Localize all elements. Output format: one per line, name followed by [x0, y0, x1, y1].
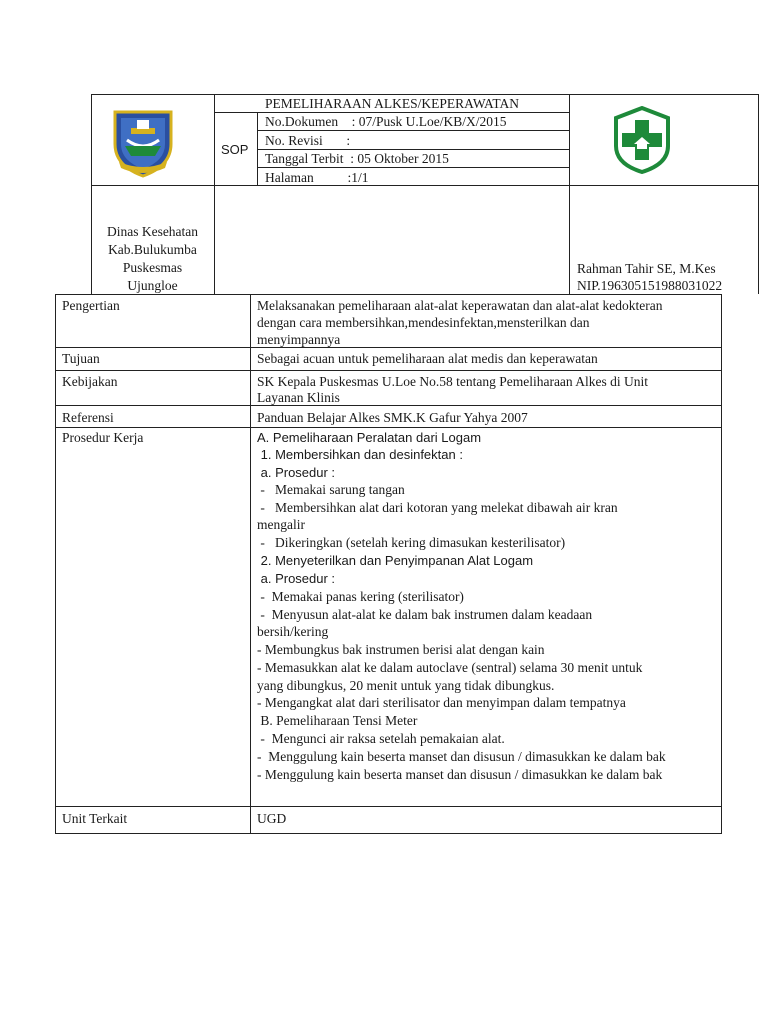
prosedur-line: - Menyusun alat-alat ke dalam bak instrumen dalam keadaan — [257, 607, 593, 622]
prosedur-line: - Mengangkat alat dari sterilisator dan menyimpan dalam tempatnya — [257, 695, 626, 710]
sop-label: SOP — [221, 142, 249, 157]
prosedur-line: - Membungkus bak instrumen berisi alat dengan kain — [257, 642, 545, 657]
prosedur-line: mengalir — [257, 517, 305, 532]
unit-terkait-value: UGD — [257, 811, 287, 826]
org-line-4: Ujungloe — [127, 278, 178, 293]
org-line-3: Puskesmas — [122, 260, 183, 275]
prosedur-line: - Menggulung kain beserta manset dan disusun / dimasukkan ke dalam bak — [257, 749, 666, 764]
pengertian-line: dengan cara membersihkan,mendesinfektan,mensterilkan dan — [257, 315, 590, 330]
prosedur-line: 1. Membersihkan dan desinfektan : — [257, 447, 463, 462]
prosedur-line: a. Prosedur : — [257, 465, 336, 480]
doc-page: Halaman :1/1 — [265, 170, 369, 185]
puskesmas-cross-icon — [612, 106, 672, 174]
prosedur-line: yang dibungkus, 20 menit untuk yang tidak dibungkus. — [257, 678, 555, 693]
label-referensi: Referensi — [62, 410, 114, 425]
label-kebijakan: Kebijakan — [62, 374, 118, 389]
prosedur-line: a. Prosedur : — [257, 571, 336, 586]
doc-number: No.Dokumen : 07/Pusk U.Loe/KB/X/2015 — [265, 114, 507, 129]
prosedur-line: - Menggulung kain beserta manset dan disusun / dimasukkan ke dalam bak — [257, 767, 663, 782]
tujuan-line: Sebagai acuan untuk pemeliharaan alat medis dan keperawatan — [257, 351, 598, 366]
prosedur-line: - Memasukkan alat ke dalam autoclave (sentral) selama 30 menit untuk — [257, 660, 643, 675]
doc-revision: No. Revisi : — [265, 133, 351, 148]
prosedur-line: - Memakai panas kering (sterilisator) — [257, 589, 464, 604]
prosedur-line: bersih/kering — [257, 624, 329, 639]
document-title: PEMELIHARAAN ALKES/KEPERAWATAN — [265, 96, 519, 111]
org-line-2: Kab.Bulukumba — [108, 242, 197, 257]
regency-crest-icon — [111, 106, 175, 178]
signer-nip: NIP.196305151988031022 — [577, 278, 723, 293]
org-line-1: Dinas Kesehatan — [106, 224, 199, 239]
label-prosedur: Prosedur Kerja — [62, 430, 144, 445]
pengertian-line: Melaksanakan pemeliharaan alat-alat keperawatan dan alat-alat kedokteran — [257, 298, 663, 313]
prosedur-line: B. Pemeliharaan Tensi Meter — [257, 713, 418, 728]
prosedur-line: - Memakai sarung tangan — [257, 482, 405, 497]
prosedur-line: - Mengunci air raksa setelah pemakaian alat. — [257, 731, 505, 746]
referensi-line: Panduan Belajar Alkes SMK.K Gafur Yahya 2007 — [257, 410, 528, 425]
pengertian-line: menyimpannya — [257, 332, 341, 347]
label-tujuan: Tujuan — [62, 351, 100, 366]
signer-name: Rahman Tahir SE, M.Kes — [577, 261, 716, 276]
doc-date: Tanggal Terbit : 05 Oktober 2015 — [265, 151, 449, 166]
prosedur-line: - Dikeringkan (setelah kering dimasukan kesterilisator) — [257, 535, 566, 550]
kebijakan-line: SK Kepala Puskesmas U.Loe No.58 tentang Pemeliharaan Alkes di Unit — [257, 374, 649, 389]
kebijakan-line: Layanan Klinis — [257, 390, 340, 405]
prosedur-line: A. Pemeliharaan Peralatan dari Logam — [257, 430, 482, 445]
prosedur-line: 2. Menyeterilkan dan Penyimpanan Alat Logam — [257, 553, 534, 568]
label-unit-terkait: Unit Terkait — [62, 811, 128, 826]
prosedur-line: - Membersihkan alat dari kotoran yang melekat dibawah air kran — [257, 500, 618, 515]
label-pengertian: Pengertian — [62, 298, 120, 313]
